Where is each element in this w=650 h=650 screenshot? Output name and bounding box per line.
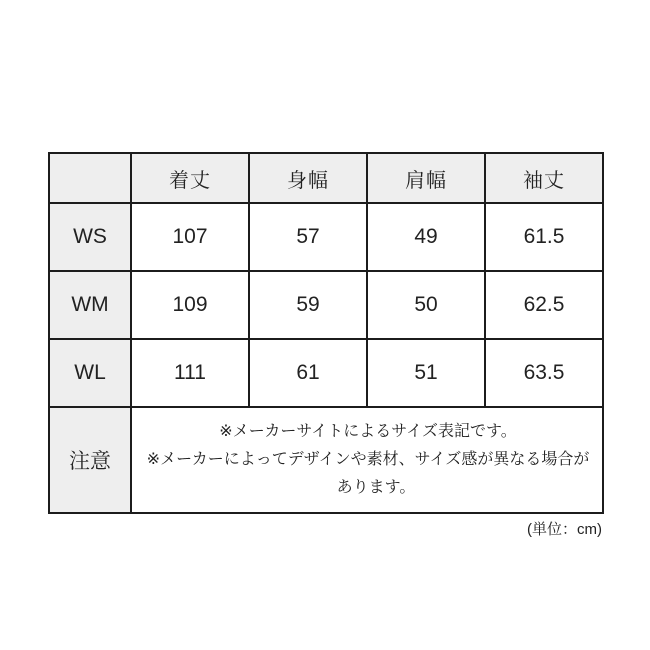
table-row [49,271,603,339]
size-value-cell: 49 [367,203,485,271]
table-row [49,203,603,271]
column-header-sleeve-length: 袖丈 [485,153,603,203]
unit-label: (単位：cm) [527,521,602,538]
size-value-cell: 51 [367,339,485,407]
column-header-body-width: 身幅 [249,153,367,203]
size-value-cell: 59 [249,271,367,339]
note-row [49,407,603,513]
size-value-cell: 62.5 [485,271,603,339]
size-value-cell: 61 [249,339,367,407]
row-header-wl: WL [49,339,131,407]
table-header-row [49,153,603,203]
note-cell [131,407,603,513]
column-header-length: 着丈 [131,153,249,203]
table-row [49,339,603,407]
row-header-wm: WM [49,271,131,339]
size-value-cell: 61.5 [485,203,603,271]
size-value-cell: 111 [131,339,249,407]
corner-cell [49,153,131,203]
size-value-cell: 57 [249,203,367,271]
row-header-ws: WS [49,203,131,271]
size-value-cell: 63.5 [485,339,603,407]
size-value-cell: 50 [367,271,485,339]
size-value-cell: 109 [131,271,249,339]
size-value-cell: 107 [131,203,249,271]
note-line: ※メーカーによってデザインや素材、サイズ感が異なる場合があります。 [146,451,590,496]
column-header-shoulder-width: 肩幅 [367,153,485,203]
size-table [48,152,604,514]
note-line: ※メーカーサイトによるサイズ表記です。 [219,423,517,440]
row-header-caution: 注意 [49,407,131,513]
